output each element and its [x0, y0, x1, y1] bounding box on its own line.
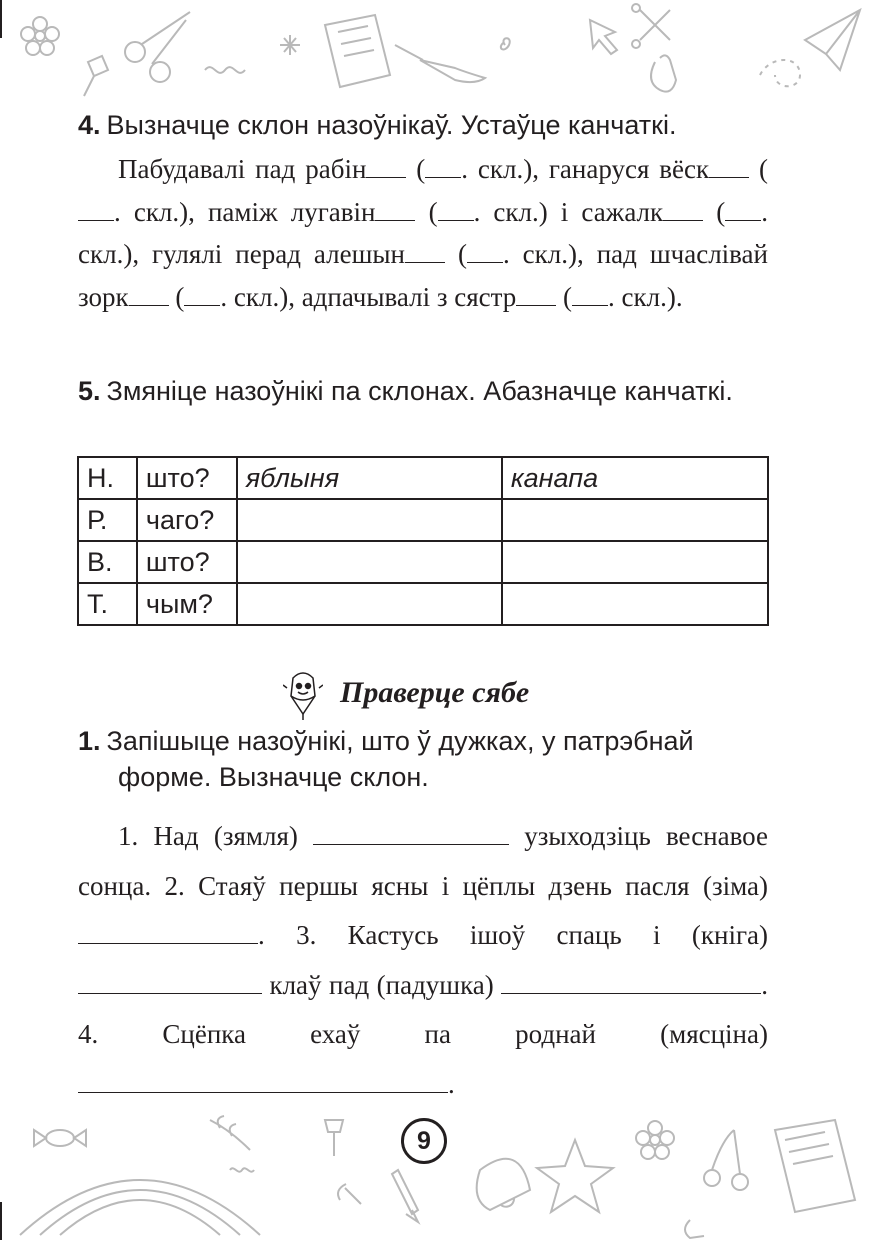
case-blank[interactable]	[184, 283, 220, 306]
squiggle	[205, 67, 245, 73]
ending-blank[interactable]	[129, 283, 169, 306]
task-4	[78, 107, 768, 318]
task-number: 1.	[78, 726, 101, 756]
text-fragment: (	[703, 196, 726, 227]
question-cell: чаго?	[137, 499, 237, 541]
text-fragment: клаў пад (падушка)	[262, 969, 502, 1000]
case-cell: Р.	[78, 499, 137, 541]
check-task-1	[78, 723, 768, 1109]
arrow-pointer-icon	[590, 20, 617, 54]
paper-plane-icon	[805, 10, 860, 70]
scissors-icon	[125, 12, 190, 82]
case-blank[interactable]	[572, 283, 608, 306]
text-fragment: (	[556, 281, 573, 312]
top-doodles	[0, 0, 877, 110]
bottom-doodles	[0, 1100, 877, 1240]
case-blank[interactable]	[438, 198, 474, 221]
answer-cell[interactable]	[237, 541, 502, 583]
page-number: 9	[401, 1118, 447, 1164]
table-row	[78, 541, 768, 583]
task-4-text	[78, 148, 768, 318]
scissors-icon-2	[632, 4, 670, 48]
crop-mark	[0, 1202, 2, 1240]
text-fragment: . скл.) і сажалк	[473, 196, 664, 227]
task-number: 4.	[78, 110, 101, 140]
word-cell: канапа	[502, 457, 768, 499]
text-fragment: (	[444, 239, 467, 269]
pushpin-icon	[84, 56, 108, 96]
ending-blank[interactable]	[516, 283, 556, 306]
crop-mark	[0, 0, 2, 38]
case-blank[interactable]	[425, 155, 461, 178]
letter-scribble	[501, 38, 510, 49]
text-fragment: (	[168, 281, 185, 312]
text-fragment: 1. Над (зямля)	[118, 821, 314, 851]
cherries-icon	[704, 1130, 748, 1190]
task-instruction: Вызначце склон назоўнікаў. Устаўце канчаткі.	[106, 110, 677, 140]
text-fragment: узыходзіць веснавое сонца. 2. Стаяў першы ясны і цёплы дзень пасля (зіма)	[78, 821, 768, 901]
rainbow	[20, 1180, 260, 1235]
swirl	[760, 60, 800, 86]
text-fragment: .	[448, 1068, 455, 1099]
task-instruction: Запішыце назоўнікі, што ў дужках, у патрэбнай форме. Вызначце склон.	[106, 726, 694, 792]
answer-cell[interactable]	[502, 583, 768, 625]
paperclip-icon	[685, 1220, 704, 1238]
case-blank[interactable]	[725, 198, 761, 221]
text-fragment: (	[749, 154, 768, 184]
ending-blank[interactable]	[663, 198, 703, 221]
text-fragment: (	[415, 196, 438, 227]
flower-icon	[636, 1121, 674, 1159]
word-cell: яблыня	[237, 457, 502, 499]
case-cell: Н.	[78, 457, 137, 499]
question-cell: чым?	[137, 583, 237, 625]
pushpin-icon	[325, 1120, 343, 1156]
pencil-icon	[392, 1170, 418, 1222]
answer-blank[interactable]	[78, 921, 258, 944]
answer-cell[interactable]	[237, 583, 502, 625]
task-number: 5.	[78, 376, 101, 406]
ending-blank[interactable]	[366, 155, 406, 178]
clip-icon	[338, 1184, 361, 1204]
paperclip-icon	[651, 55, 676, 91]
table-row	[78, 457, 768, 499]
book-icon	[775, 1120, 855, 1212]
answer-cell[interactable]	[502, 499, 768, 541]
task-4-heading	[78, 107, 768, 143]
text-fragment: . скл.).	[608, 281, 683, 312]
text-fragment: (	[406, 154, 426, 184]
check-task-1-text	[78, 812, 768, 1109]
case-cell: В.	[78, 541, 137, 583]
declension-table	[77, 456, 769, 626]
check-task-1-heading	[78, 723, 768, 795]
text-fragment: . скл.), адпачывалі з сястр	[220, 281, 517, 312]
text-fragment: . скл.), ганаруся вёск	[461, 154, 710, 184]
ending-blank[interactable]	[709, 155, 749, 178]
answer-cell[interactable]	[237, 499, 502, 541]
ending-blank[interactable]	[375, 198, 415, 221]
task-5-heading	[78, 373, 768, 409]
bell-icon	[477, 1159, 530, 1210]
answer-blank[interactable]	[78, 1070, 448, 1093]
text-fragment: . скл.), гулялі перад алешын	[78, 196, 768, 269]
flower-icon	[21, 17, 59, 55]
candy-icon	[34, 1130, 86, 1146]
leaf-branch	[210, 1116, 250, 1150]
question-cell: што?	[137, 457, 237, 499]
question-cell: што?	[137, 541, 237, 583]
text-fragment: . 3. Кастусь ішоў спаць і (кніга)	[258, 920, 768, 950]
letter-scribble	[230, 1168, 254, 1171]
pencil-mascot-icon	[283, 670, 323, 722]
task-5	[78, 373, 768, 409]
star-icon	[537, 1140, 613, 1212]
task-instruction: Змяніце назоўнікі па склонах. Абазначце канчаткі.	[106, 376, 733, 406]
text-fragment: . скл.), пад шчаслівай зорк	[78, 239, 768, 312]
text-fragment: . 4. Сцёпка ехаў па роднай (мясціна)	[78, 969, 768, 1049]
text-fragment: Пабудавалі пад рабін	[118, 154, 367, 184]
check-yourself-title: Праверце сябе	[340, 676, 530, 709]
answer-blank[interactable]	[313, 822, 509, 845]
table-row	[78, 583, 768, 625]
case-blank[interactable]	[467, 240, 503, 263]
ending-blank[interactable]	[405, 240, 445, 263]
table-row	[78, 499, 768, 541]
case-blank[interactable]	[78, 198, 114, 221]
brush-icon	[395, 45, 485, 82]
text-fragment: . скл.), паміж лугавін	[114, 196, 376, 227]
notepad-icon	[325, 15, 390, 87]
sparkle	[280, 35, 300, 55]
answer-cell[interactable]	[502, 541, 768, 583]
case-cell: Т.	[78, 583, 137, 625]
answer-blank[interactable]	[501, 971, 761, 994]
answer-blank[interactable]	[78, 971, 262, 994]
